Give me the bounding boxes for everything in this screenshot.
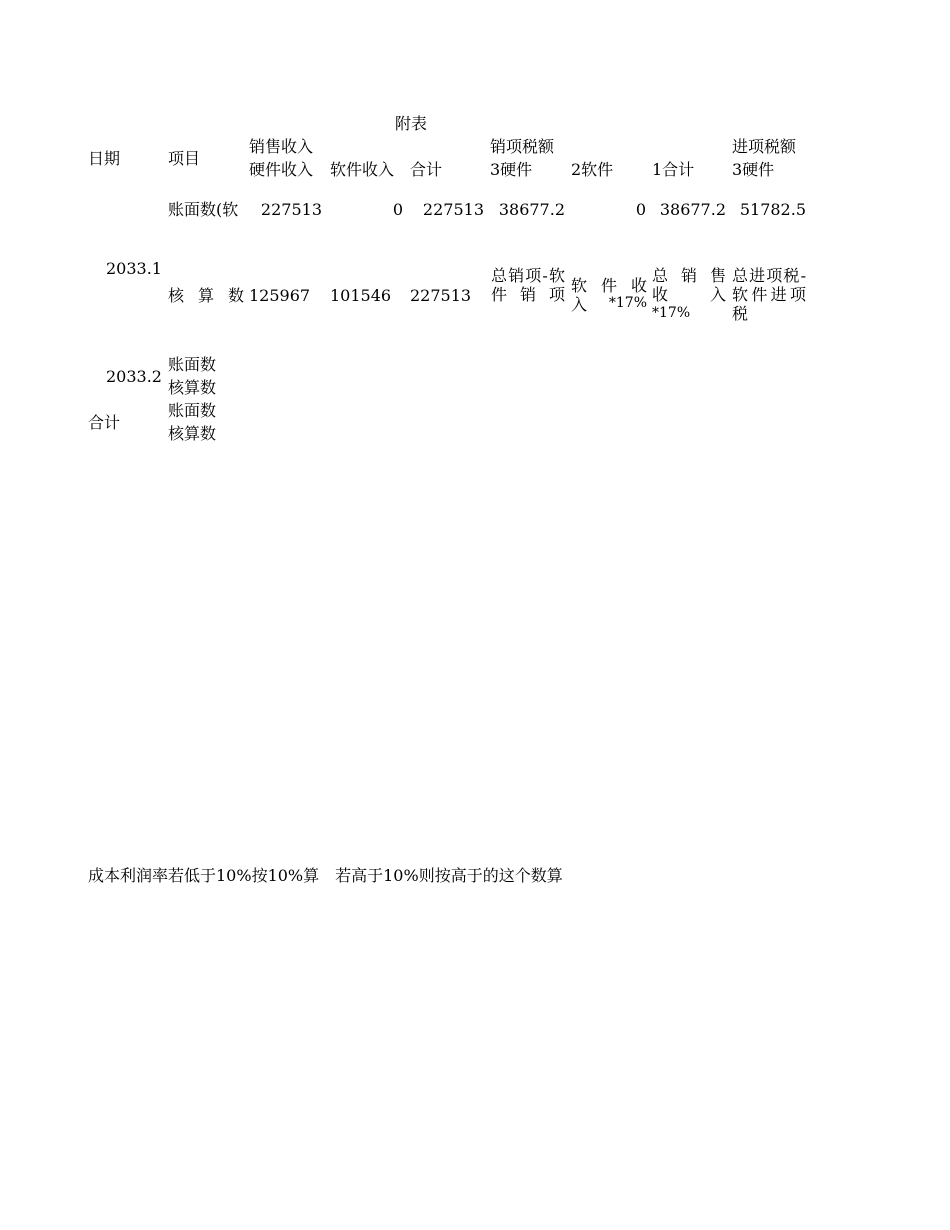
note-b-line3: *17% [608, 295, 647, 311]
header-input-hw: 3硬件 [732, 160, 775, 179]
period2-calc-label: 核算数 [168, 378, 217, 397]
note-b-line1: 软 件 收 [571, 276, 647, 295]
header-hardware-income: 硬件收入 [249, 160, 314, 179]
sum-label: 合计 [88, 413, 121, 432]
note-c-line3: 入 [709, 285, 726, 304]
note-total-sales-17 [652, 266, 726, 326]
note-b-line2: 入 [571, 295, 588, 314]
page-title: 附表 [395, 114, 428, 133]
row-book-in-hw: 51782.5 [739, 200, 806, 219]
sum-book-label: 账面数 [168, 401, 217, 420]
note-c-line2: 收 [652, 285, 669, 304]
sum-calc-label: 核算数 [168, 424, 217, 443]
header-output-tax: 销项税额 [490, 137, 555, 156]
row-book-total: 227513 [422, 200, 484, 219]
row-calc-software: 101546 [330, 286, 392, 305]
header-output-total: 1合计 [652, 160, 695, 179]
row-date-2033-1: 2033.1 [106, 259, 162, 278]
note-c-line4: *17% [652, 305, 691, 321]
header-output-hw: 3硬件 [490, 160, 533, 179]
row-book-tax-hw: 38677.2 [498, 200, 565, 219]
period2-book-label: 账面数 [168, 355, 217, 374]
note-total-input-minus-software: 总进项税-软件进项税 [732, 266, 806, 323]
header-date: 日期 [88, 149, 121, 168]
row-book-label: 账面数(软 [168, 200, 239, 219]
row-calc-hardware: 125967 [249, 286, 311, 305]
header-input-tax: 进项税额 [732, 137, 797, 156]
row-book-software: 0 [392, 200, 403, 219]
note-c-line1: 总 销 售 [652, 266, 726, 285]
footnote: 成本利润率若低于10%按10%算 若高于10%则按高于的这个数算 [88, 866, 563, 885]
row-date-2033-2: 2033.2 [106, 367, 162, 386]
header-output-sw: 2软件 [571, 160, 614, 179]
row-calc-total: 227513 [410, 286, 472, 305]
header-item: 项目 [168, 149, 201, 168]
row-book-tax-sw: 0 [635, 200, 646, 219]
header-sales-income: 销售收入 [249, 137, 314, 156]
row-calc-label: 核 算 数 [168, 286, 244, 305]
header-software-income: 软件收入 [330, 160, 395, 179]
note-software-income-17 [571, 276, 647, 316]
row-book-hardware: 227513 [260, 200, 322, 219]
row-book-tax-total: 38677.2 [659, 200, 726, 219]
header-total: 合计 [410, 160, 443, 179]
note-total-output-minus-software: 总销项-软件销项 [491, 266, 565, 304]
